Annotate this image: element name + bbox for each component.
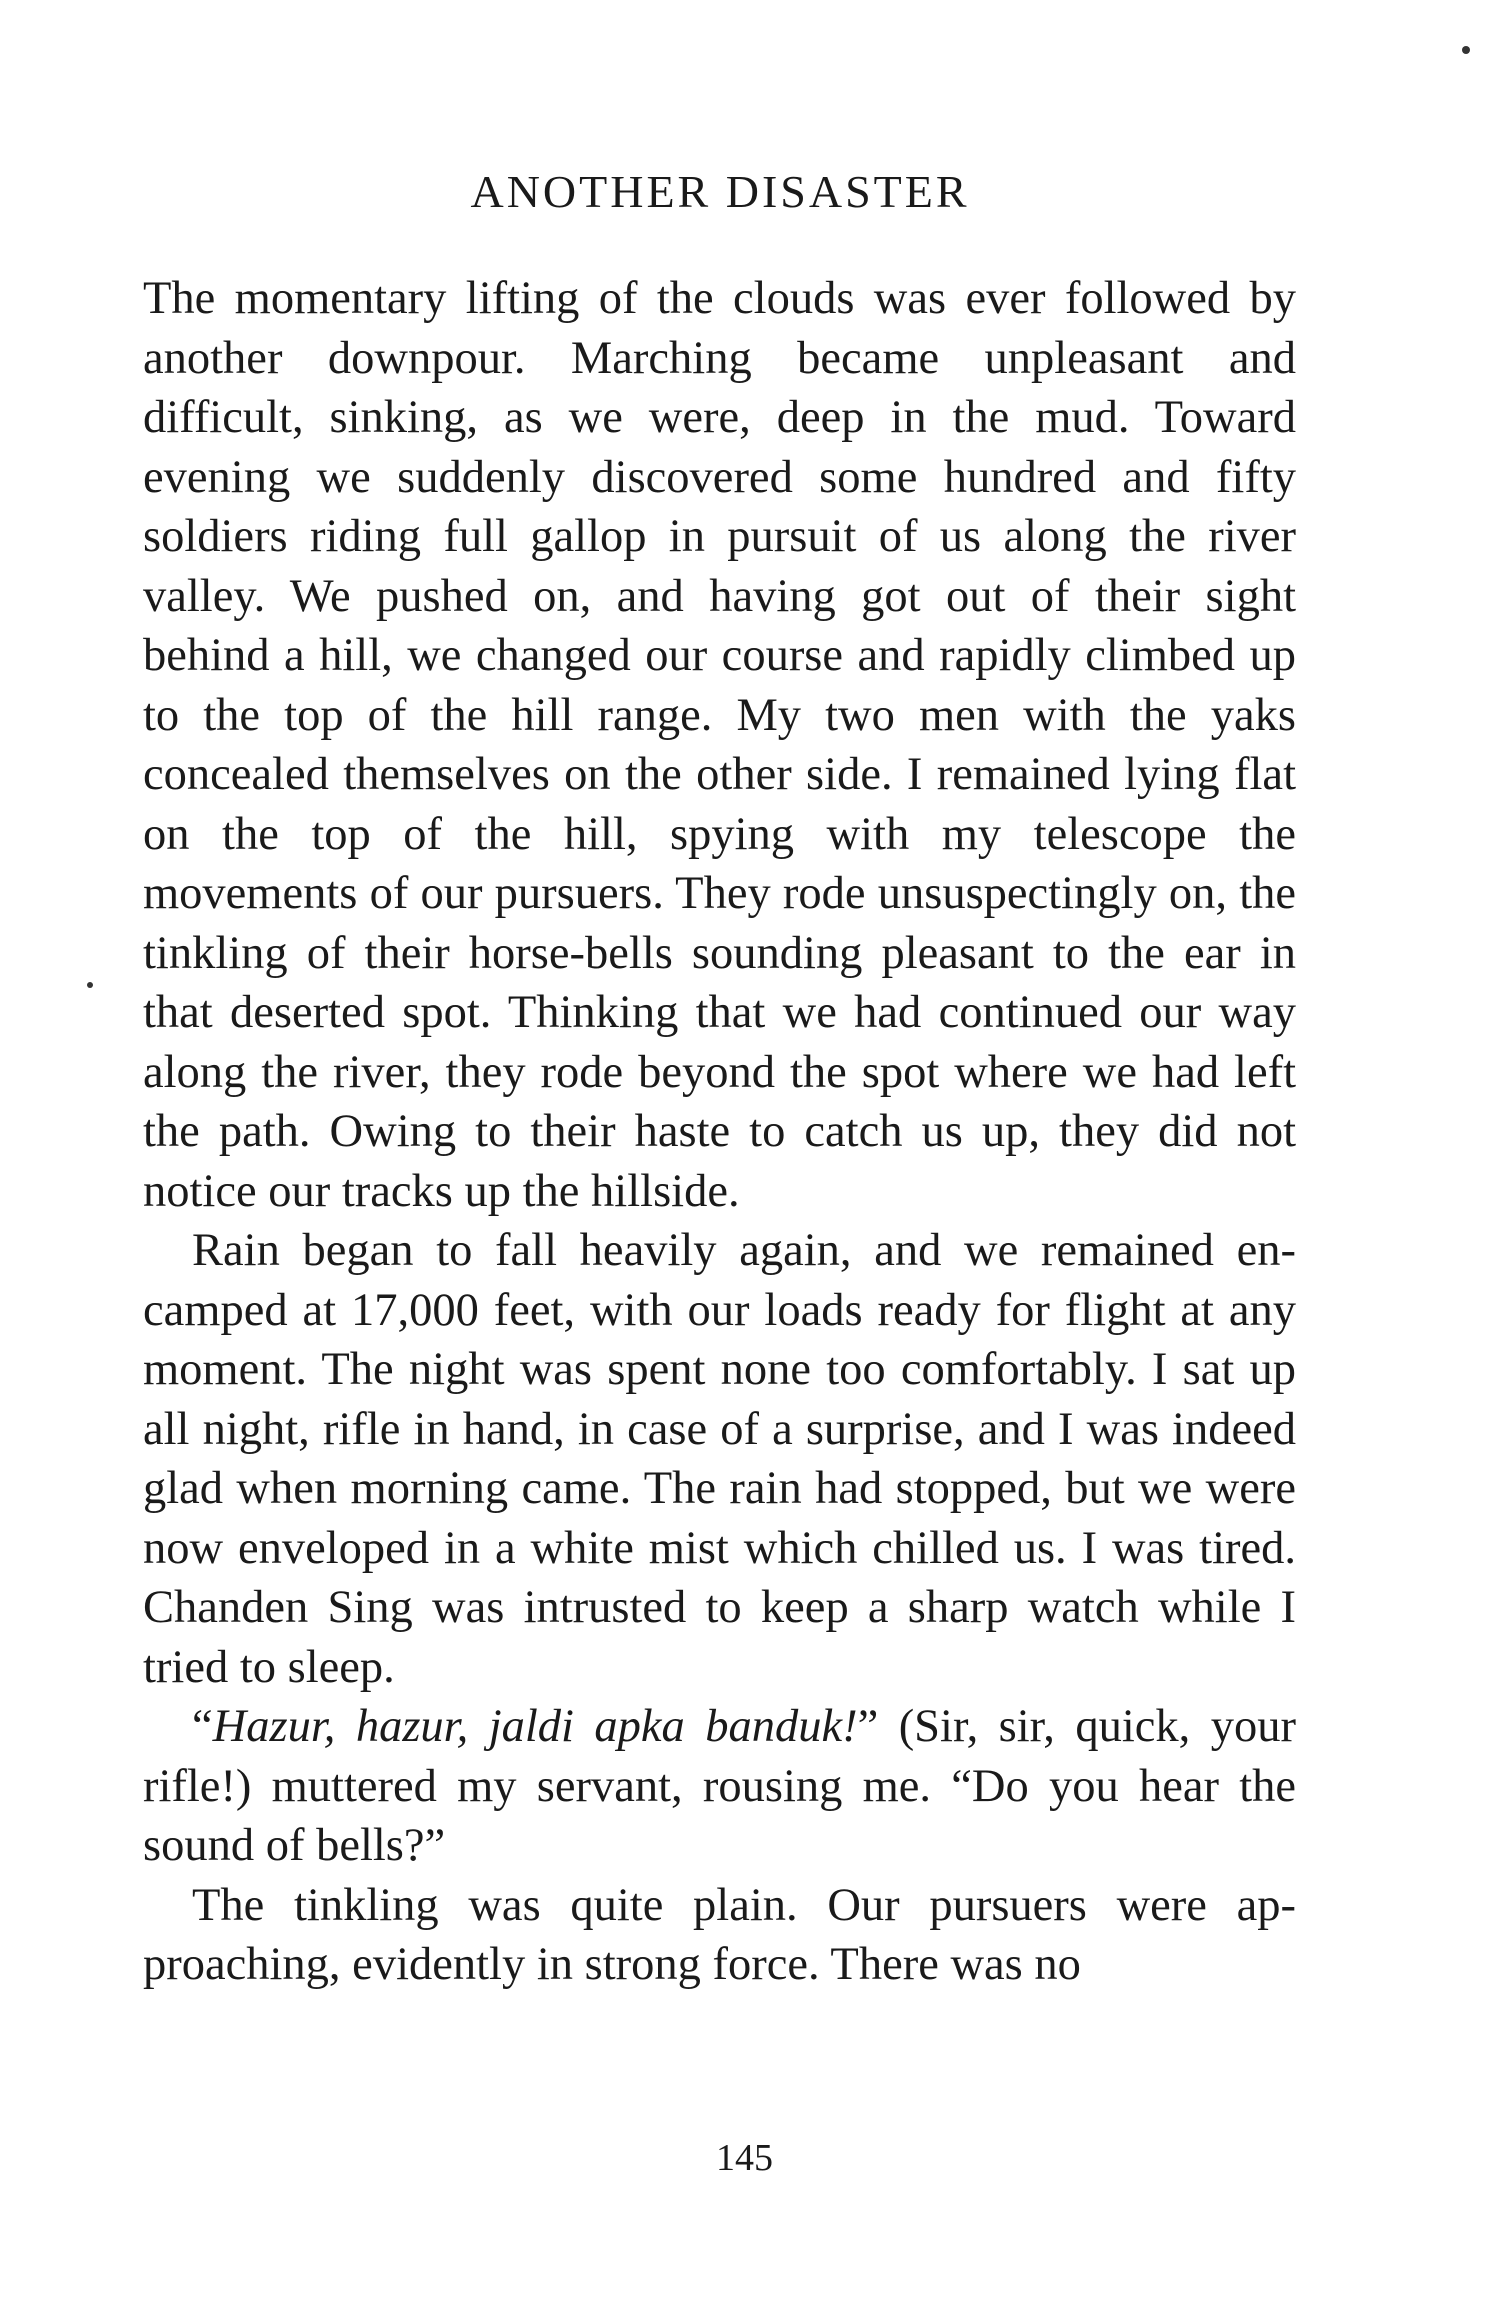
text-run: ” (Sir, sir, quick, your rifle!) muttered my servant, rousing me. “Do you hear the sound of bells?”: [143, 1701, 1296, 1871]
text-run: “: [192, 1701, 213, 1752]
page-number: 145: [716, 2137, 773, 2179]
paragraph-2: [143, 1221, 1296, 1697]
text-run: The momentary lifting of the clouds was ever followed by another downpour. Marching became unpleasant and difficult, sinking, as we were, deep in the mud. Toward evening we suddenly discovered some hundred and fifty soldiers riding full gallop in pursuit of us along the river valley. We pushed on, and having got out of their sight behind a hill, we changed our course and rapidly climbed up to the top of the hill range. My two men with the yaks concealed themselves on the other side. I remained lying flat on the top of the hill, spying with my telescope the movements of our pursuers. They rode unsuspectingly on, the tinkling of their horse-bells sounding pleasant to the ear in that deserted spot. Thinking that we had continued our way along the river, they rode beyond the spot where we had left the path. Owing to their haste to catch us up, they did not notice our tracks up the hillside.: [143, 273, 1296, 1217]
paragraph-3: [143, 1697, 1296, 1876]
italic-text: Hazur, hazur, jaldi apka banduk!: [212, 1701, 858, 1752]
body-text: [143, 269, 1296, 1995]
running-head: ANOTHER DISASTER: [470, 166, 970, 217]
text-run: The tinkling was quite plain. Our pursuers were approaching, evidently in strong force. There was no: [143, 1879, 1296, 1990]
paragraph-1: [143, 269, 1296, 1221]
text-run: Rain began to fall heavily again, and we remained encamped at 17,000 feet, with our loads ready for flight at any moment. The night was spent none too comfortably. I sat up all night, rifle in hand, in case of a surprise, and I was indeed glad when morning came. The rain had stopped, but we were now enveloped in a white mist which chilled us. I was tired. Chanden Sing was intrusted to keep a sharp watch while I tried to sleep.: [143, 1225, 1296, 1693]
paragraph-4: [143, 1876, 1296, 1995]
